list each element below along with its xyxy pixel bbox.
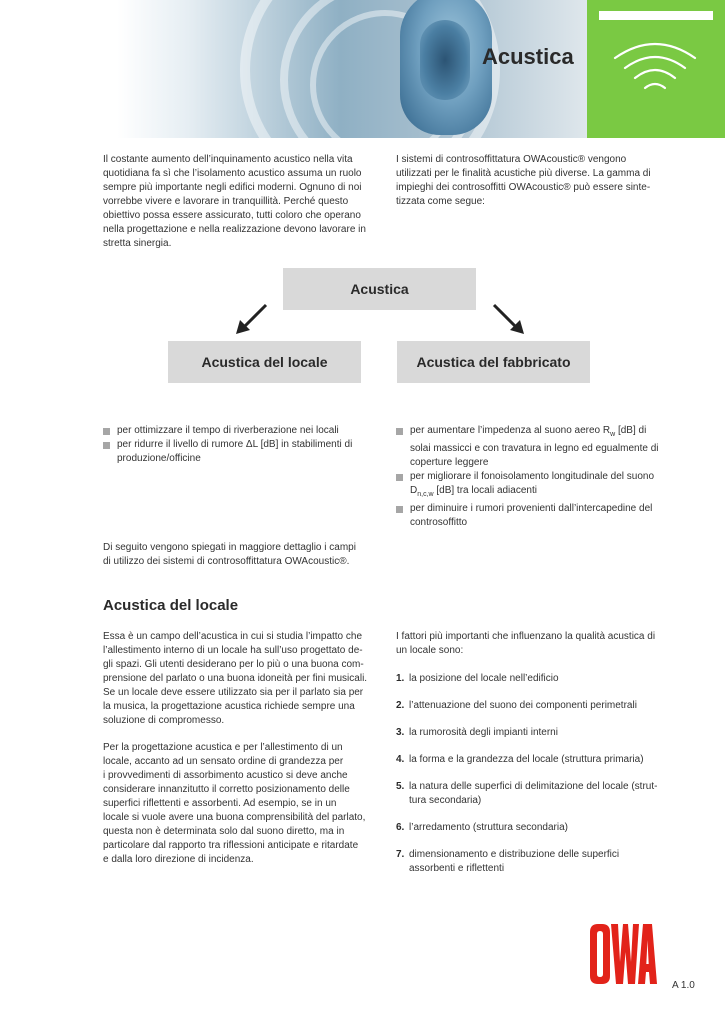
intro-right: I sistemi di controsoffittatura OWAcoustic® vengono utilizzati per le finalità acustiche più diverse. La gamma di impieghi dei controsoffitti OWAcoustic® può essere sinte- tizzata come segue: bbox=[396, 154, 651, 207]
list-item: per ridurre il livello di rumore ΔL [dB] in stabilimenti di produzione/officine bbox=[103, 438, 373, 466]
header-banner bbox=[0, 0, 725, 138]
factors-list bbox=[396, 672, 671, 889]
bullets-fabbricato bbox=[396, 424, 671, 530]
list-item: 4. la forma e la grandezza del locale (struttura primaria) bbox=[396, 754, 644, 765]
list-item: 5. la natura delle superfici di delimitazione del locale (strut- tura secondaria) bbox=[396, 781, 658, 806]
list-item: per aumentare l’impedenza al suono aereo $R_w$ [dB] di solai massicci e con travatura in legno ed egualmente di coperture leggere bbox=[396, 424, 671, 470]
section-para-2: Per la progettazione acustica e per l’allestimento di un locale, accanto ad un sensato ordine di grandezza per i provvedimenti di assorbimento acustico si deve anche considerare innanzitutto il corretto posizionamento delle superfici riflettenti e assorbenti. Ad esempio, se in un locale si vuole avere una buona comprensibilità del parlato, questa non è determinata solo dal suono diretto, ma in particolare dal rapporto tra riflessioni anticipate e ritardate e dalla loro direzione di incidenza. bbox=[103, 742, 366, 865]
section-para-1: Essa è un campo dell’acustica in cui si studia l’impatto che l’allestimento interno di un locale ha sull’uso progettato de- gli spazi. Gli utenti desiderano per lo più o una buona com- prensione del parlato o una buona idoneità per fini musicali. Se un locale deve essere utilizzato sia per il parlato sia per la musica, la progettazione acustica richiede sempre una soluzione di compromesso. bbox=[103, 631, 368, 726]
diagram-box-acustica-locale: Acustica del locale bbox=[168, 341, 361, 383]
page-title: Acustica bbox=[482, 44, 574, 69]
bullets-locale bbox=[103, 424, 373, 466]
list-item: per ottimizzare il tempo di riverberazione nei locali bbox=[103, 424, 373, 438]
arrow-down-right-icon bbox=[488, 300, 528, 336]
list-item: 7. dimensionamento e distribuzione delle superfici assorbenti e riflettenti bbox=[396, 849, 620, 874]
factors-intro: I fattori più importanti che influenzano la qualità acustica di un locale sono: bbox=[396, 631, 656, 656]
list-item: per diminuire i rumori provenienti dall’intercapedine del controsoffitto bbox=[396, 502, 671, 530]
followup-text: Di seguito vengono spiegati in maggiore dettaglio i campi di utilizzo dei sistemi di controsoffittatura OWAcoustic®. bbox=[103, 542, 356, 567]
list-item: 1. la posizione del locale nell’edificio bbox=[396, 673, 559, 684]
section-title: Acustica del locale bbox=[103, 597, 239, 614]
list-item: per migliorare il fonoisolamento longitudinale del suono $D_{n,c,w}$ [dB] tra locali adiacenti bbox=[396, 470, 671, 502]
diagram-box-acustica: Acustica bbox=[283, 268, 476, 310]
list-item: 3. la rumorosità degli impianti interni bbox=[396, 727, 558, 738]
intro-left: Il costante aumento dell’inquinamento acustico nella vita quotidiana fa sì che l’isolamento acustico assuma un ruolo sempre più importante negli edifici moderni. Ognuno di noi vorrebbe vivere e lavorare in tranquillità. Perché questo obiettivo possa essere assicurato, tutti coloro che operano nella progettazione e nella realizzazione devono lavorare in stretta sinergia. bbox=[103, 154, 366, 249]
sound-waves-icon bbox=[600, 30, 710, 100]
diagram-box-acustica-fabbricato: Acustica del fabbricato bbox=[397, 341, 590, 383]
arrow-down-left-icon bbox=[232, 300, 272, 336]
page-number: A 1.0 bbox=[672, 980, 695, 991]
owa-logo bbox=[588, 922, 658, 986]
accent-bar bbox=[599, 11, 713, 20]
list-item: 6. l’arredamento (struttura secondaria) bbox=[396, 822, 568, 833]
list-item: 2. l’attenuazione del suono dei componenti perimetrali bbox=[396, 700, 637, 711]
